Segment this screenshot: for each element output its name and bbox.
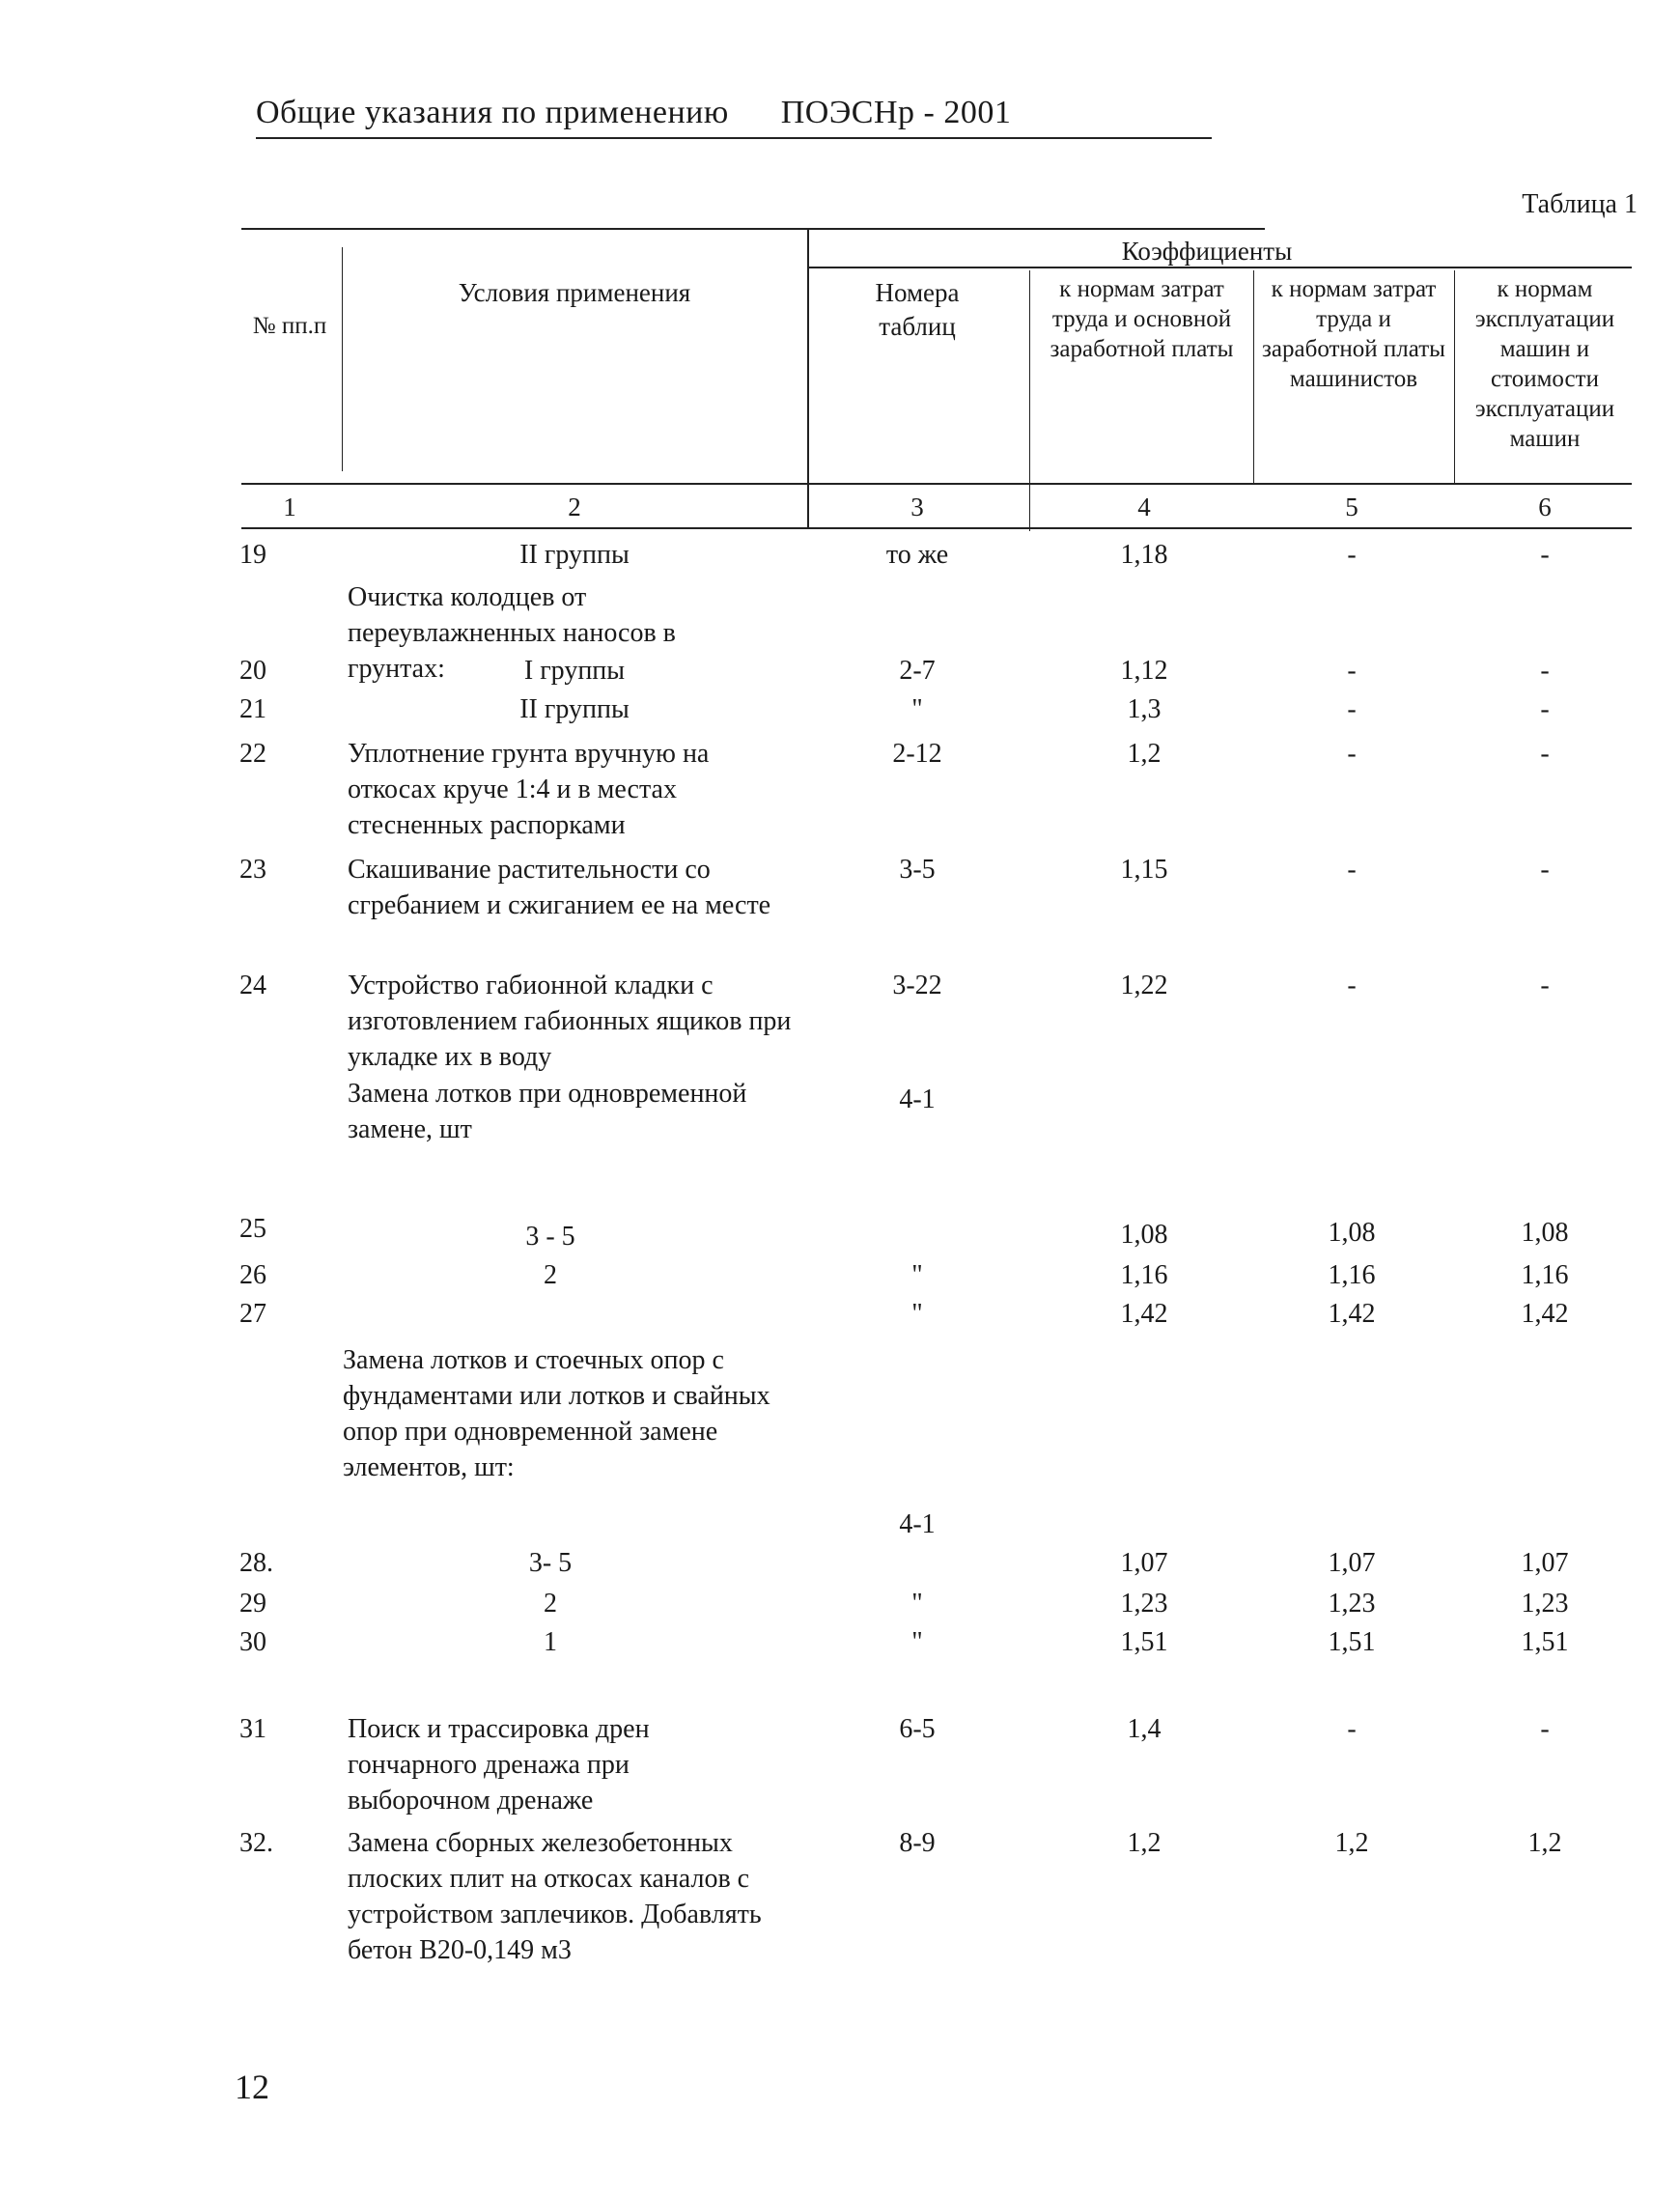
page-header bbox=[256, 95, 1212, 139]
row-coef-machines: - bbox=[1540, 739, 1550, 769]
row-coef-labor: 1,4 bbox=[1127, 1714, 1162, 1744]
row-number: 22 bbox=[239, 739, 266, 769]
row-number: 30 bbox=[239, 1627, 266, 1657]
divider-5 bbox=[1454, 270, 1455, 485]
row-coef-machinists: 1,07 bbox=[1328, 1548, 1376, 1578]
row-coef-labor: 1,16 bbox=[1120, 1260, 1168, 1290]
row-number: 32. bbox=[239, 1828, 273, 1858]
row-coef-machines: 1,2 bbox=[1527, 1828, 1562, 1858]
row-coef-labor: 1,15 bbox=[1120, 855, 1168, 885]
row-coef-machinists: 1,08 bbox=[1328, 1218, 1376, 1248]
row-tables: 2-7 bbox=[899, 656, 936, 686]
row-coef-machinists: 1,2 bbox=[1334, 1828, 1369, 1858]
row-number: 19 bbox=[239, 540, 266, 570]
column-number-5: 5 bbox=[1345, 493, 1358, 521]
row-coef-machinists: - bbox=[1347, 971, 1357, 1000]
divider-1 bbox=[342, 247, 343, 471]
row-tables: 3-22 bbox=[892, 971, 942, 1000]
header-tables: Номера таблиц bbox=[875, 278, 960, 341]
row-number: 21 bbox=[239, 694, 266, 724]
row-condition: II группы bbox=[519, 540, 630, 570]
row-condition: Скашивание растительности со сгребанием и сжиганием ее на месте bbox=[348, 855, 771, 920]
row-coef-machinists: - bbox=[1347, 1714, 1357, 1744]
row-coef-machinists: 1,16 bbox=[1328, 1260, 1376, 1290]
row-tables: " bbox=[911, 1299, 923, 1329]
row-tables: " bbox=[911, 1627, 923, 1657]
header-machinists: к нормам затрат труда и заработной платы машинистов bbox=[1262, 276, 1445, 392]
column-number-4: 4 bbox=[1137, 493, 1151, 521]
row-coef-machinists: - bbox=[1347, 656, 1357, 686]
header-coefficients: Коэффициенты bbox=[1121, 237, 1293, 266]
row-tables: 4-1 bbox=[899, 1084, 936, 1114]
divider-2 bbox=[807, 230, 809, 529]
column-number-2: 2 bbox=[568, 493, 581, 521]
row-coef-machinists: 1,42 bbox=[1328, 1299, 1376, 1329]
row-coef-labor: 1,51 bbox=[1120, 1627, 1168, 1657]
row-tables: 2-12 bbox=[892, 739, 942, 769]
header-title: Общие указания по применению bbox=[256, 95, 729, 130]
row-coef-labor: 1,23 bbox=[1120, 1589, 1168, 1619]
row-coef-machines: - bbox=[1540, 540, 1550, 570]
table-top-rule bbox=[241, 228, 1265, 230]
row-coef-labor: 1,18 bbox=[1120, 540, 1168, 570]
row-coef-machines: 1,16 bbox=[1521, 1260, 1569, 1290]
row-coef-labor: 1,42 bbox=[1120, 1299, 1168, 1329]
row-coef-machines: - bbox=[1540, 656, 1550, 686]
row-condition: II группы bbox=[519, 694, 630, 724]
row-coef-machines: 1,42 bbox=[1521, 1299, 1569, 1329]
row-coef-machines: 1,08 bbox=[1521, 1218, 1569, 1248]
column-number-1: 1 bbox=[283, 493, 296, 521]
row-coef-machines: - bbox=[1540, 971, 1550, 1000]
row-coef-machines: - bbox=[1540, 1714, 1550, 1744]
row-coef-machines: 1,23 bbox=[1521, 1589, 1569, 1619]
row-condition: 3 - 5 bbox=[525, 1222, 575, 1252]
row-tables: " bbox=[911, 694, 923, 724]
row-coef-machinists: - bbox=[1347, 739, 1357, 769]
row-condition: Устройство габионной кладки с изготовлением габионных ящиков при укладке их в воду bbox=[348, 971, 792, 1072]
row-coef-machinists: 1,51 bbox=[1328, 1627, 1376, 1657]
row-condition: 3- 5 bbox=[528, 1548, 573, 1578]
row-coef-machines: - bbox=[1540, 694, 1550, 724]
row-coef-labor: 1,07 bbox=[1120, 1548, 1168, 1578]
header-bottom-rule bbox=[241, 483, 1632, 485]
row-condition: 2 bbox=[544, 1589, 557, 1619]
divider-4 bbox=[1253, 270, 1254, 485]
row-tables: " bbox=[911, 1589, 923, 1619]
row-coef-labor: 1,3 bbox=[1127, 694, 1162, 724]
row-number: 25 bbox=[239, 1214, 266, 1244]
row-coef-labor: 1,22 bbox=[1120, 971, 1168, 1000]
row-condition: 1 bbox=[544, 1627, 557, 1657]
row-coef-machines: 1,51 bbox=[1521, 1627, 1569, 1657]
row-condition: 2 bbox=[544, 1260, 557, 1290]
header-code: ПОЭСНр - 2001 bbox=[780, 95, 1012, 130]
row-number: 24 bbox=[239, 971, 266, 1000]
row-coef-machinists: - bbox=[1347, 540, 1357, 570]
row-coef-labor: 1,12 bbox=[1120, 656, 1168, 686]
row-number: 29 bbox=[239, 1589, 266, 1619]
row-condition: Замена лотков и стоечных опор с фундаментами или лотков и свайных опор при одновременной замене элементов, шт: bbox=[343, 1345, 770, 1482]
row-condition: Замена сборных железобетонных плоских плит на откосах каналов с устройством заплечиков. Добавлять бетон В20-0,149 м3 bbox=[348, 1828, 762, 1965]
page-number: 12 bbox=[235, 2068, 269, 2106]
row-condition: Замена лотков при одновременной замене, шт bbox=[348, 1079, 747, 1144]
row-coef-machinists: 1,23 bbox=[1328, 1589, 1376, 1619]
row-tables: 3-5 bbox=[899, 855, 936, 885]
row-coef-machines: - bbox=[1540, 855, 1550, 885]
row-tables: 4-1 bbox=[899, 1509, 936, 1539]
row-tables: 6-5 bbox=[899, 1714, 936, 1744]
header-labor: к нормам затрат труда и основной заработной платы bbox=[1050, 276, 1234, 362]
row-number: 31 bbox=[239, 1714, 266, 1744]
row-number: 28. bbox=[239, 1548, 273, 1578]
column-number-6: 6 bbox=[1538, 493, 1552, 521]
row-coef-machinists: - bbox=[1347, 694, 1357, 724]
row-number: 26 bbox=[239, 1260, 266, 1290]
column-number-3: 3 bbox=[910, 493, 924, 521]
row-tables: то же bbox=[885, 540, 949, 570]
header-number: № пп.п bbox=[252, 313, 327, 339]
row-tables: 8-9 bbox=[899, 1828, 936, 1858]
divider-3 bbox=[1029, 270, 1030, 531]
row-condition: Очистка колодцев от переувлажненных наносов в грунтах: bbox=[348, 582, 676, 684]
row-coef-labor: 1,08 bbox=[1120, 1220, 1168, 1250]
row-condition: Уплотнение грунта вручную на откосах круче 1:4 и в местах стесненных распорками bbox=[348, 739, 710, 840]
row-coef-machinists: - bbox=[1347, 855, 1357, 885]
row-condition: I группы bbox=[523, 656, 626, 686]
header-machines: к нормам эксплуатации машин и стоимости эксплуатации машин bbox=[1474, 276, 1615, 452]
row-tables: " bbox=[911, 1260, 923, 1290]
row-coef-labor: 1,2 bbox=[1127, 1828, 1162, 1858]
header-conditions: Условия применения bbox=[458, 278, 691, 307]
row-condition: Поиск и трассировка дрен гончарного дренажа при выборочном дренаже bbox=[348, 1714, 650, 1816]
column-numbers-rule bbox=[241, 527, 1632, 529]
row-number: 20 bbox=[239, 656, 266, 686]
row-coef-machines: 1,07 bbox=[1521, 1548, 1569, 1578]
row-number: 23 bbox=[239, 855, 266, 885]
table-caption: Таблица 1 bbox=[1522, 189, 1638, 219]
row-coef-labor: 1,2 bbox=[1127, 739, 1162, 769]
row-number: 27 bbox=[239, 1299, 266, 1329]
